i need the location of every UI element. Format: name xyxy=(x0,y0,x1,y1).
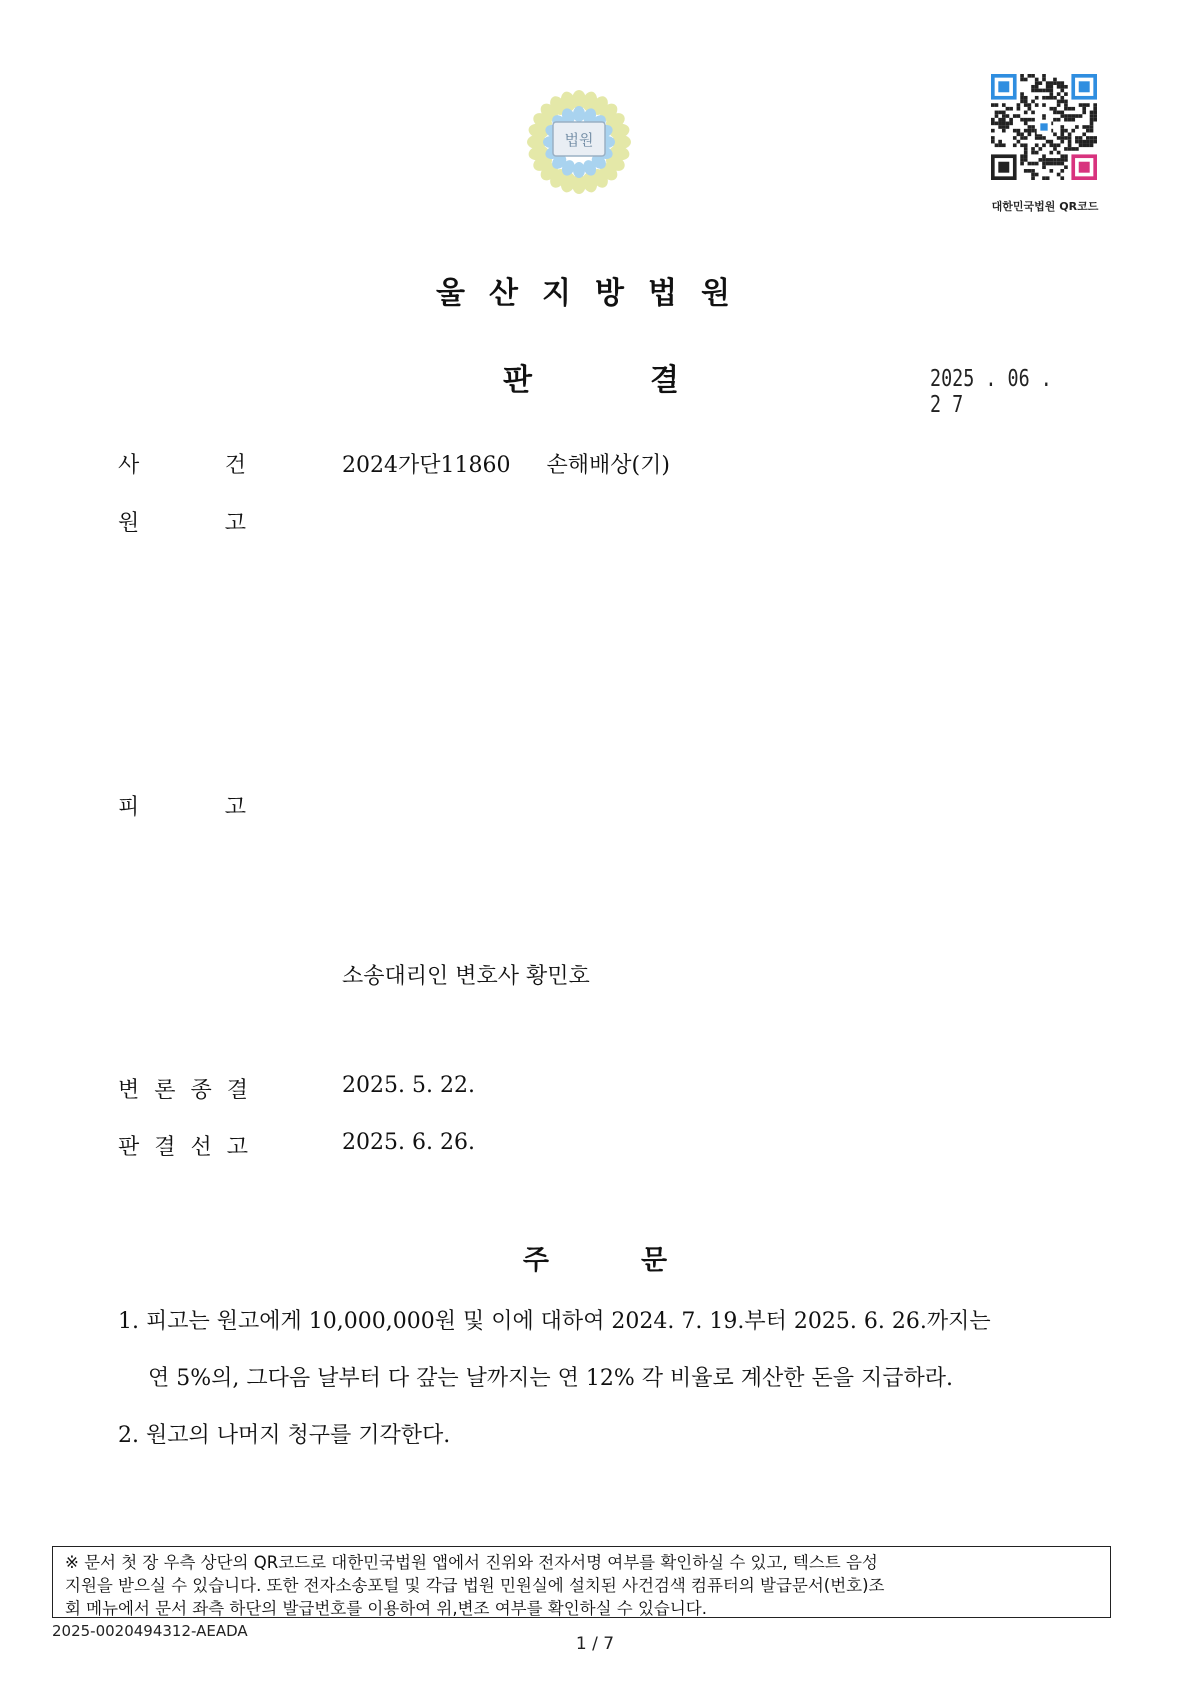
case-title: 손해배상(기) xyxy=(546,453,670,478)
case-value xyxy=(342,448,670,479)
verification-notice xyxy=(52,1546,1111,1618)
qr-module xyxy=(1020,154,1024,158)
ruling-label-char: 선 xyxy=(190,1135,212,1160)
qr-module xyxy=(1002,118,1006,122)
qr-module xyxy=(1009,122,1013,126)
qr-module xyxy=(1035,162,1039,166)
qr-finder-core xyxy=(1079,81,1090,92)
qr-module xyxy=(1090,111,1094,115)
court-name: 울산지방법원 xyxy=(436,276,754,311)
qr-module xyxy=(1002,111,1006,115)
qr-module xyxy=(1035,136,1039,140)
issue-number: 2025-0020494312-AEADA xyxy=(52,1622,248,1640)
order-line-1-cont: 연 5%의, 그다음 날부터 다 갚는 날까지는 연 12% 각 비율로 계산한 돈을 지급하라. xyxy=(148,1366,954,1391)
qr-module xyxy=(1028,107,1032,111)
qr-module xyxy=(1086,140,1090,144)
qr-module xyxy=(995,111,999,115)
qr-module xyxy=(1060,129,1064,133)
case-label xyxy=(118,448,246,479)
qr-module xyxy=(1024,151,1028,155)
qr-module xyxy=(1082,143,1086,147)
qr-module xyxy=(1049,89,1053,93)
qr-module xyxy=(1006,114,1010,118)
qr-module xyxy=(1024,129,1028,133)
qr-module xyxy=(1002,143,1006,147)
qr-module xyxy=(1053,96,1057,100)
qr-module xyxy=(1039,136,1043,140)
ruling-label-char: 고 xyxy=(226,1135,248,1160)
qr-module xyxy=(1079,140,1083,144)
qr-module xyxy=(1082,132,1086,136)
qr-module xyxy=(1031,147,1035,151)
qr-module xyxy=(1024,118,1028,122)
qr-module xyxy=(1093,140,1097,144)
qr-module xyxy=(1006,125,1010,129)
qr-module xyxy=(1060,162,1064,166)
qr-module xyxy=(998,143,1002,147)
qr-module xyxy=(1031,129,1035,133)
notice-line: ※ 문서 첫 장 우측 상단의 QR코드로 대한민국법원 앱에서 진위와 전자서명 여부를 확인하실 수 있고, 텍스트 음성 xyxy=(65,1553,878,1572)
qr-module xyxy=(1042,89,1046,93)
qr-module xyxy=(1057,111,1061,115)
qr-module xyxy=(1028,125,1032,129)
qr-module xyxy=(1079,143,1083,147)
qr-finder-core xyxy=(998,162,1009,173)
qr-module xyxy=(1068,107,1072,111)
qr-module xyxy=(1013,136,1017,140)
qr-module xyxy=(1020,74,1024,78)
qr-module xyxy=(1060,85,1064,89)
qr-module xyxy=(1093,114,1097,118)
qr-module xyxy=(1020,100,1024,104)
plaintiff-label xyxy=(118,506,246,537)
qr-module xyxy=(1060,136,1064,140)
qr-module xyxy=(991,118,995,122)
qr-code-icon xyxy=(991,74,1097,180)
qr-module xyxy=(1020,92,1024,96)
qr-module xyxy=(1035,151,1039,155)
case-label-char: 사 xyxy=(118,453,140,478)
qr-module xyxy=(1068,118,1072,122)
qr-module xyxy=(1002,125,1006,129)
qr-module xyxy=(1053,162,1057,166)
qr-module xyxy=(998,122,1002,126)
qr-module xyxy=(1086,136,1090,140)
qr-module xyxy=(1031,85,1035,89)
qr-module xyxy=(1093,111,1097,115)
qr-module xyxy=(1039,89,1043,93)
qr-module xyxy=(1060,125,1064,129)
ruling-label-char: 결 xyxy=(154,1135,176,1160)
qr-module xyxy=(1057,162,1061,166)
qr-module xyxy=(1042,96,1046,100)
qr-module xyxy=(1049,140,1053,144)
qr-module xyxy=(1064,85,1068,89)
qr-module xyxy=(1024,147,1028,151)
qr-module xyxy=(1031,118,1035,122)
qr-module xyxy=(1009,107,1013,111)
qr-module xyxy=(1057,81,1061,85)
qr-module xyxy=(1086,129,1090,133)
qr-module xyxy=(1020,132,1024,136)
qr-module xyxy=(1075,140,1079,144)
qr-module xyxy=(1057,173,1061,177)
qr-module xyxy=(1093,103,1097,107)
qr-module xyxy=(1024,96,1028,100)
emblem-text: 법원 xyxy=(564,131,594,149)
qr-module xyxy=(1064,107,1068,111)
qr-module xyxy=(1020,162,1024,166)
qr-module xyxy=(1057,92,1061,96)
qr-module xyxy=(1060,81,1064,85)
stamp-date: 2025 . 06 . 2 7 xyxy=(930,366,1052,418)
qr-module xyxy=(1057,151,1061,155)
qr-module xyxy=(1053,81,1057,85)
qr-module xyxy=(1082,103,1086,107)
court-emblem-icon xyxy=(523,86,635,198)
qr-module xyxy=(1060,132,1064,136)
qr-module xyxy=(1079,114,1083,118)
qr-finder-core xyxy=(1079,162,1090,173)
qr-module xyxy=(991,103,995,107)
qr-module xyxy=(1035,89,1039,93)
qr-module xyxy=(1002,122,1006,126)
qr-module xyxy=(1046,85,1050,89)
qr-module xyxy=(1090,118,1094,122)
qr-module xyxy=(1064,158,1068,162)
qr-module xyxy=(1060,176,1064,180)
qr-module xyxy=(1013,143,1017,147)
qr-module xyxy=(1057,158,1061,162)
qr-module xyxy=(1064,165,1068,169)
qr-module xyxy=(1049,162,1053,166)
qr-module xyxy=(1046,89,1050,93)
qr-module xyxy=(1020,158,1024,162)
qr-module xyxy=(991,129,995,133)
qr-module xyxy=(1042,103,1046,107)
notice-line: 지원을 받으실 수 있습니다. 또한 전자소송포털 및 각급 법원 민원실에 설치된 사건검색 컴퓨터의 발급문서(번호)조 xyxy=(65,1576,885,1595)
qr-module xyxy=(998,125,1002,129)
qr-module xyxy=(1075,114,1079,118)
qr-module xyxy=(1046,140,1050,144)
qr-module xyxy=(1031,111,1035,115)
order-line-2: 2. 원고의 나머지 청구를 기각한다. xyxy=(118,1423,451,1448)
qr-module xyxy=(1060,114,1064,118)
qr-module xyxy=(1064,92,1068,96)
qr-module xyxy=(995,114,999,118)
qr-module xyxy=(1064,114,1068,118)
qr-module xyxy=(1068,132,1072,136)
order-line-1: 1. 피고는 원고에게 10,000,000원 및 이에 대하여 2024. 7. 19.부터 2025. 6. 26.까지는 xyxy=(118,1309,991,1334)
qr-module xyxy=(1024,169,1028,173)
closing-date: 2025. 5. 22. xyxy=(342,1073,475,1098)
qr-module xyxy=(1090,114,1094,118)
qr-module xyxy=(1082,140,1086,144)
qr-module xyxy=(1042,78,1046,82)
qr-module xyxy=(1064,136,1068,140)
ruling-date: 2025. 6. 26. xyxy=(342,1130,475,1155)
qr-module xyxy=(1064,154,1068,158)
qr-module xyxy=(1024,158,1028,162)
qr-module xyxy=(1093,118,1097,122)
plaintiff-label-char: 고 xyxy=(224,511,246,536)
qr-module xyxy=(1031,176,1035,180)
qr-module xyxy=(1031,162,1035,166)
qr-module xyxy=(1042,154,1046,158)
qr-module xyxy=(1035,81,1039,85)
qr-module xyxy=(1020,96,1024,100)
qr-module xyxy=(1090,136,1094,140)
qr-module xyxy=(1075,136,1079,140)
qr-module xyxy=(1039,158,1043,162)
case-number: 2024가단11860 xyxy=(342,453,511,478)
qr-module xyxy=(1060,111,1064,115)
qr-module xyxy=(1020,118,1024,122)
qr-module xyxy=(1068,143,1072,147)
qr-module xyxy=(998,140,1002,144)
qr-module xyxy=(1042,165,1046,169)
qr-module xyxy=(1057,85,1061,89)
qr-module xyxy=(1049,81,1053,85)
qr-module xyxy=(1017,114,1021,118)
qr-module xyxy=(1049,96,1053,100)
qr-module xyxy=(1060,89,1064,93)
attorney: 소송대리인 변호사 황민호 xyxy=(342,964,590,989)
qr-module xyxy=(1049,92,1053,96)
qr-module xyxy=(1064,100,1068,104)
qr-module xyxy=(1053,107,1057,111)
qr-module xyxy=(991,122,995,126)
qr-module xyxy=(995,103,999,107)
qr-module xyxy=(1046,162,1050,166)
qr-module xyxy=(1057,100,1061,104)
qr-module xyxy=(1049,85,1053,89)
qr-module xyxy=(1046,81,1050,85)
plaintiff-label-char: 원 xyxy=(118,511,140,536)
closing-label-char: 론 xyxy=(154,1078,176,1103)
qr-module xyxy=(1024,78,1028,82)
qr-module xyxy=(1024,111,1028,115)
qr-module xyxy=(1042,176,1046,180)
qr-module xyxy=(1057,143,1061,147)
qr-module xyxy=(1024,103,1028,107)
qr-module xyxy=(1071,147,1075,151)
qr-module xyxy=(1086,103,1090,107)
qr-module xyxy=(1053,78,1057,82)
qr-finder-core xyxy=(998,81,1009,92)
qr-module xyxy=(1035,103,1039,107)
qr-module xyxy=(1020,143,1024,147)
qr-module xyxy=(1028,132,1032,136)
qr-module xyxy=(1002,129,1006,133)
qr-module xyxy=(1035,96,1039,100)
qr-module xyxy=(1024,100,1028,104)
qr-module xyxy=(1028,169,1032,173)
qr-module xyxy=(1090,122,1094,126)
qr-module xyxy=(1060,158,1064,162)
qr-module xyxy=(1053,158,1057,162)
closing-label xyxy=(118,1073,248,1104)
notice-line: 회 메뉴에서 문서 좌측 하단의 발급번호를 이용하여 위,변조 여부를 확인하실 수 있습니다. xyxy=(65,1599,707,1618)
qr-module xyxy=(1071,114,1075,118)
qr-module xyxy=(1046,176,1050,180)
qr-module xyxy=(1035,78,1039,82)
qr-module xyxy=(1024,122,1028,126)
qr-module xyxy=(1042,158,1046,162)
qr-module xyxy=(1031,125,1035,129)
qr-module xyxy=(1082,111,1086,115)
qr-module xyxy=(1042,162,1046,166)
qr-module xyxy=(1057,118,1061,122)
qr-module xyxy=(1064,103,1068,107)
qr-module xyxy=(1020,136,1024,140)
qr-module xyxy=(1090,125,1094,129)
qr-module xyxy=(1071,129,1075,133)
qr-module xyxy=(1071,107,1075,111)
qr-module xyxy=(995,122,999,126)
qr-module xyxy=(1075,125,1079,129)
case-label-char: 건 xyxy=(224,453,246,478)
qr-module xyxy=(1017,132,1021,136)
qr-module xyxy=(1035,143,1039,147)
qr-module xyxy=(1031,89,1035,93)
qr-module xyxy=(1071,118,1075,122)
qr-module xyxy=(1090,129,1094,133)
qr-module xyxy=(995,143,999,147)
qr-module xyxy=(1068,136,1072,140)
qr-module xyxy=(1002,114,1006,118)
ruling-label xyxy=(118,1130,248,1161)
qr-module xyxy=(1031,151,1035,155)
qr-module xyxy=(1028,129,1032,133)
qr-module xyxy=(1020,78,1024,82)
qr-module xyxy=(1031,74,1035,78)
qr-module xyxy=(1049,151,1053,155)
closing-label-char: 종 xyxy=(190,1078,212,1103)
qr-module xyxy=(1075,147,1079,151)
qr-module xyxy=(1024,143,1028,147)
qr-module xyxy=(1028,118,1032,122)
qr-module xyxy=(1042,74,1046,78)
qr-module xyxy=(1064,118,1068,122)
qr-module xyxy=(1086,143,1090,147)
qr-module xyxy=(998,118,1002,122)
qr-module xyxy=(1057,136,1061,140)
qr-module xyxy=(1017,107,1021,111)
qr-module xyxy=(1082,107,1086,111)
qr-module xyxy=(1068,147,1072,151)
qr-module xyxy=(1068,114,1072,118)
qr-module xyxy=(1060,140,1064,144)
qr-module xyxy=(1053,132,1057,136)
order-title: 주문 xyxy=(522,1245,760,1276)
qr-module xyxy=(991,136,995,140)
qr-module xyxy=(1046,96,1050,100)
qr-module xyxy=(1060,154,1064,158)
qr-module xyxy=(1049,107,1053,111)
qr-module xyxy=(1060,96,1064,100)
closing-label-char: 결 xyxy=(226,1078,248,1103)
qr-module xyxy=(1042,143,1046,147)
qr-module xyxy=(1028,162,1032,166)
emblem-inner-petal xyxy=(573,106,585,122)
ruling-label-char: 판 xyxy=(118,1135,140,1160)
qr-module xyxy=(1035,173,1039,177)
qr-caption: 대한민국법원 QR코드 xyxy=(991,200,1099,213)
qr-module xyxy=(1028,103,1032,107)
qr-module xyxy=(1060,169,1064,173)
qr-module xyxy=(1064,129,1068,133)
qr-module xyxy=(1031,100,1035,104)
qr-module xyxy=(1053,111,1057,115)
qr-module xyxy=(1009,118,1013,122)
qr-module xyxy=(1079,136,1083,140)
qr-module xyxy=(1060,100,1064,104)
emblem-inner-petal xyxy=(573,162,585,178)
qr-module xyxy=(1086,125,1090,129)
qr-module xyxy=(1053,143,1057,147)
defendant-label-char: 피 xyxy=(118,795,140,820)
qr-module xyxy=(1006,122,1010,126)
defendant-label-char: 고 xyxy=(224,795,246,820)
qr-module xyxy=(1039,81,1043,85)
qr-module xyxy=(991,140,995,144)
qr-module xyxy=(1031,169,1035,173)
qr-logo xyxy=(1040,123,1047,130)
qr-module xyxy=(1017,103,1021,107)
qr-module xyxy=(1049,169,1053,173)
qr-module xyxy=(1031,173,1035,177)
qr-module xyxy=(1042,136,1046,140)
qr-module xyxy=(1024,136,1028,140)
page-number: 1 / 7 xyxy=(575,1634,615,1654)
qr-module xyxy=(1068,140,1072,144)
qr-module xyxy=(1013,129,1017,133)
closing-label-char: 변 xyxy=(118,1078,140,1103)
qr-module xyxy=(1006,107,1010,111)
qr-module xyxy=(1053,147,1057,151)
qr-module xyxy=(1013,114,1017,118)
qr-module xyxy=(1093,136,1097,140)
qr-module xyxy=(1064,147,1068,151)
qr-module xyxy=(1053,118,1057,122)
qr-module xyxy=(1035,85,1039,89)
defendant-label xyxy=(118,790,246,821)
qr-module xyxy=(1039,147,1043,151)
qr-module xyxy=(998,111,1002,115)
qr-module xyxy=(1046,158,1050,162)
qr-module xyxy=(1017,129,1021,133)
qr-module xyxy=(1042,114,1046,118)
qr-module xyxy=(1049,143,1053,147)
qr-module xyxy=(1002,103,1006,107)
qr-module xyxy=(1017,140,1021,144)
qr-module xyxy=(1057,103,1061,107)
qr-module xyxy=(1093,107,1097,111)
qr-module xyxy=(1028,74,1032,78)
qr-module xyxy=(1024,154,1028,158)
qr-module xyxy=(1079,103,1083,107)
qr-module xyxy=(1082,125,1086,129)
qr-module xyxy=(1090,143,1094,147)
qr-module xyxy=(1049,158,1053,162)
qr-module xyxy=(1090,140,1094,144)
document-title: 판결 xyxy=(503,363,797,398)
